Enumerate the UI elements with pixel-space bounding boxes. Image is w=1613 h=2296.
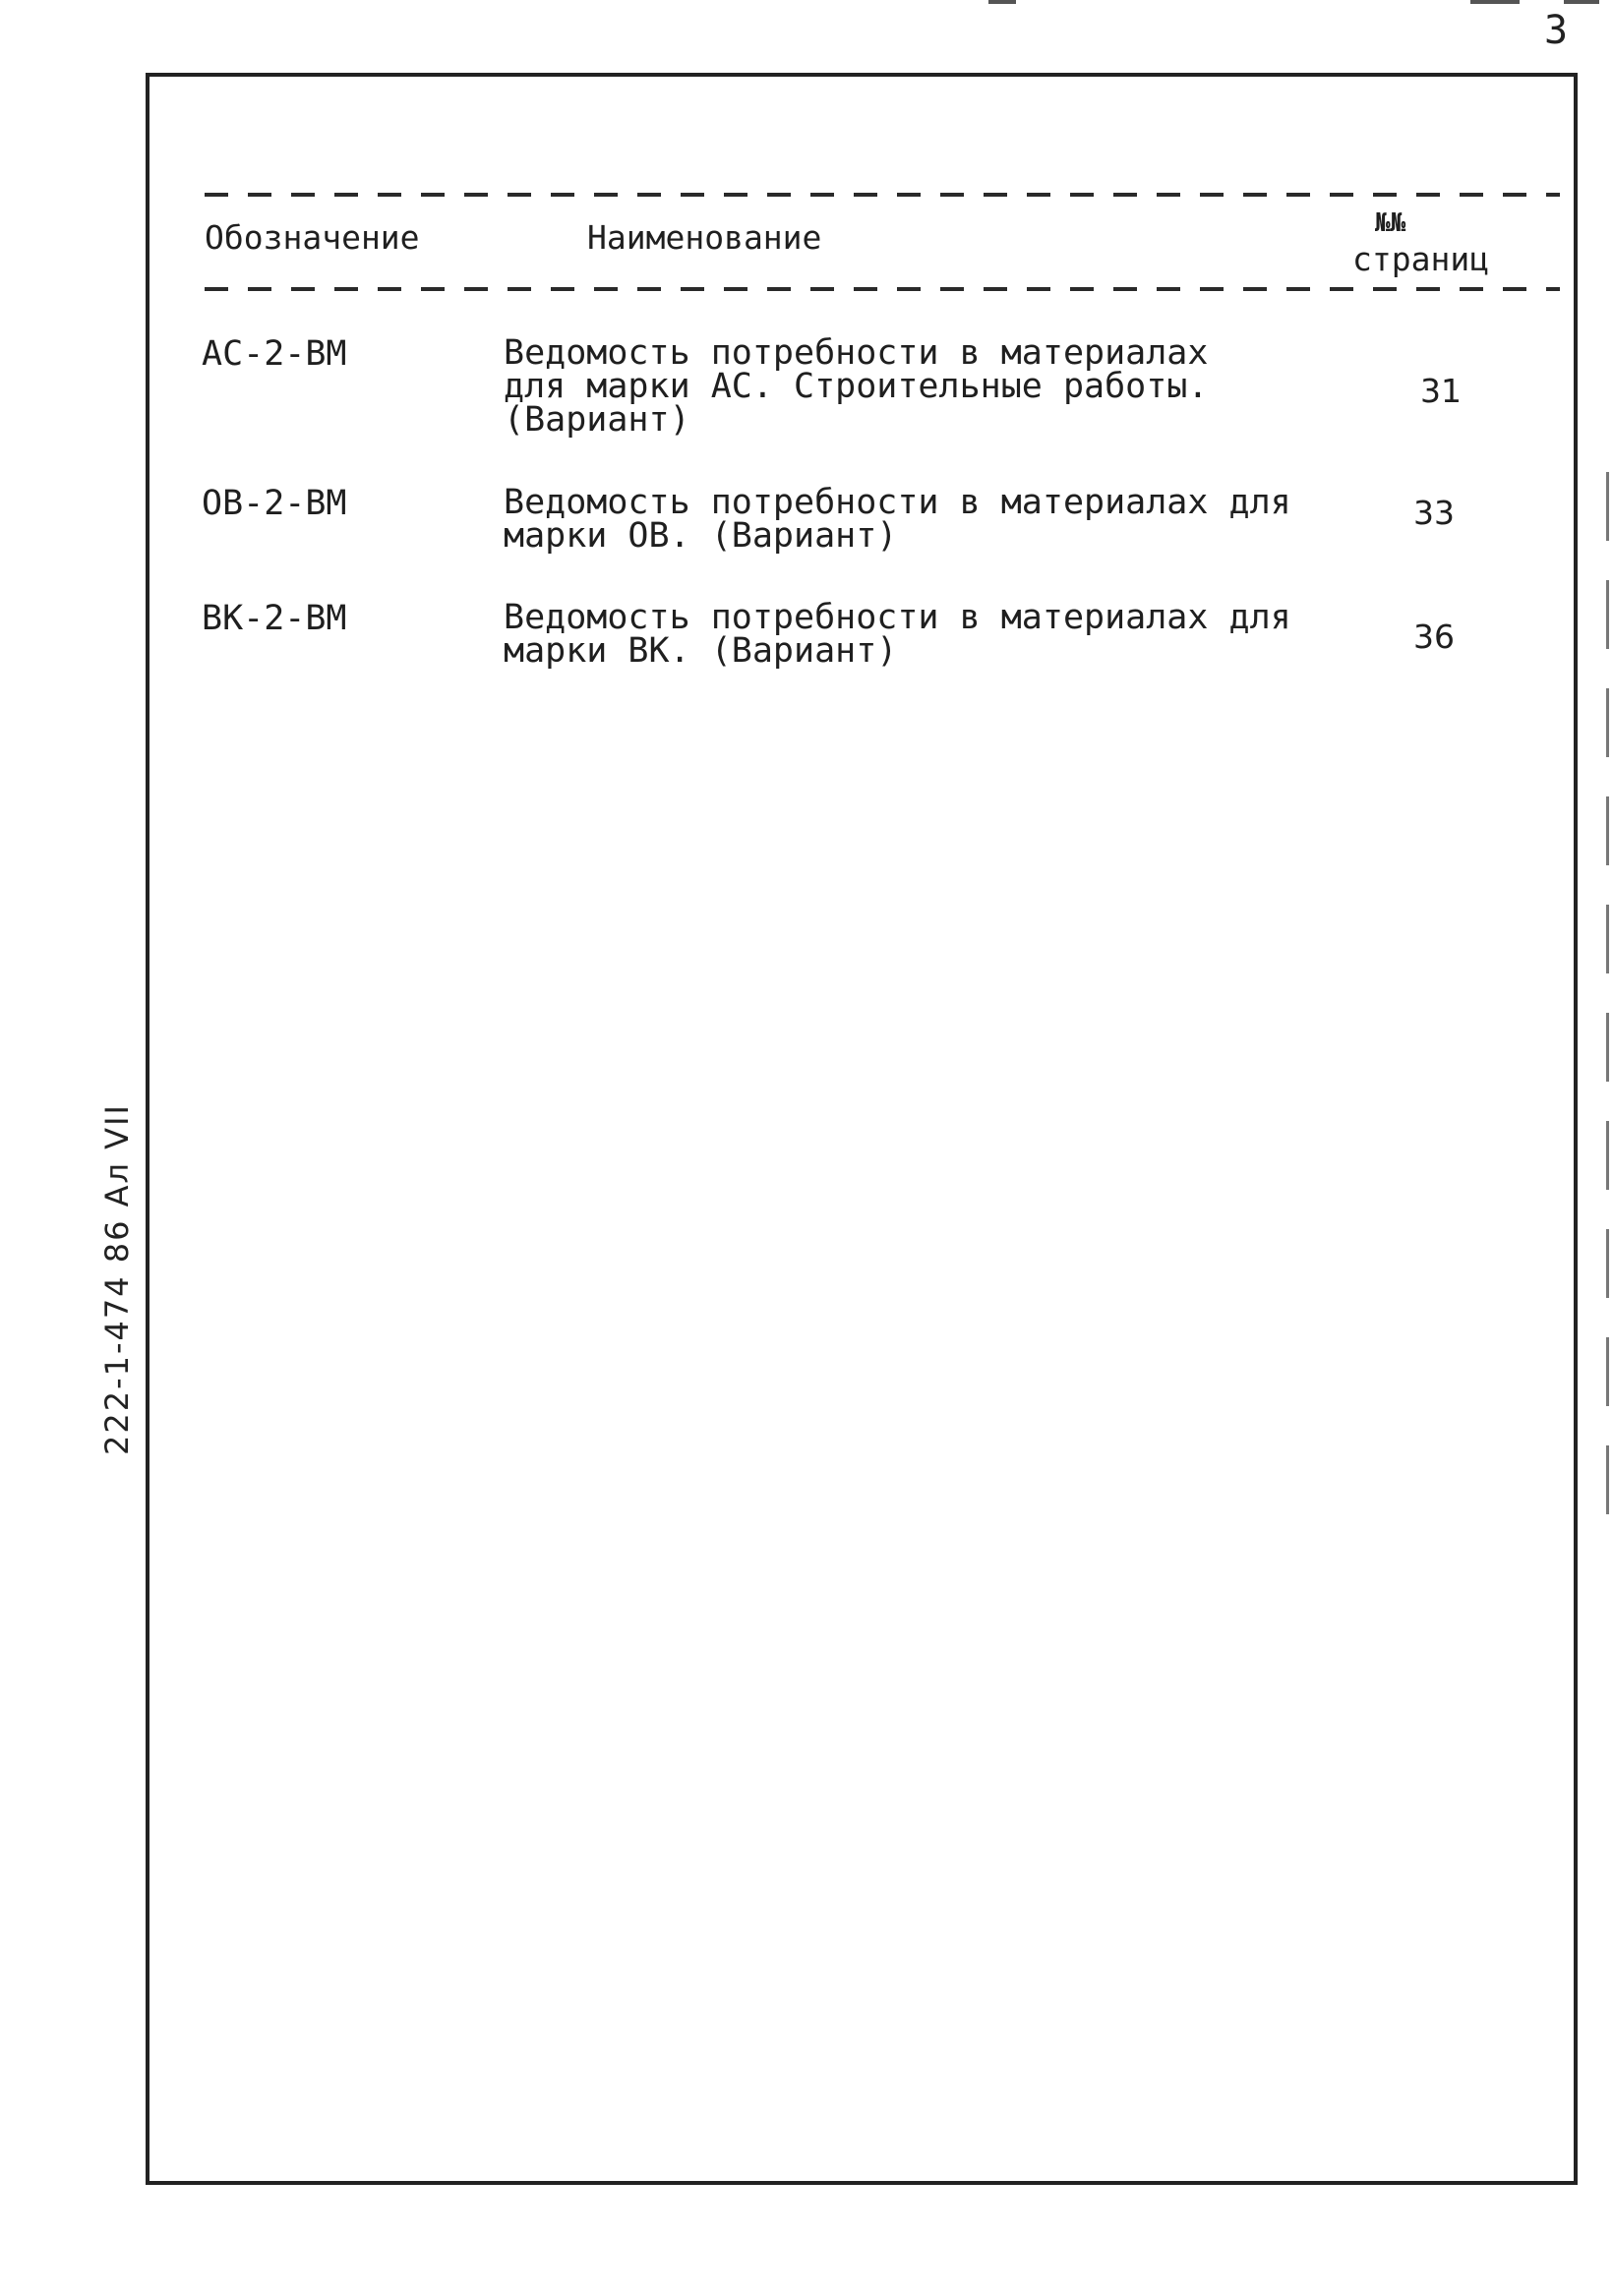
row-code: ВК-2-ВМ (202, 599, 347, 638)
top-edge-mark (1470, 0, 1520, 4)
row-code: ОВ-2-ВМ (202, 484, 347, 523)
header-name: Наименование (587, 218, 822, 257)
header-pages: страниц (1352, 240, 1490, 278)
row-name: Ведомость потребности в материалах для марки ОВ. (Вариант) (504, 483, 1291, 556)
row-code: АС-2-ВМ (202, 334, 347, 374)
top-edge-mark (1564, 0, 1599, 4)
row-page: 36 (1413, 618, 1455, 656)
row-name: Ведомость потребности в материалах для марки АС. Строительные работы. (Вариант) (504, 333, 1209, 440)
side-stamp: 222-1-474 86 Ал VII (98, 1103, 136, 1455)
header-bottom-rule (205, 287, 1560, 291)
header-pages-number-sign: №№ (1375, 208, 1406, 238)
right-edge-scan-artifact (1606, 472, 1609, 1534)
top-edge-mark (988, 0, 1016, 4)
row-page: 31 (1420, 372, 1462, 410)
row-page: 33 (1413, 494, 1455, 532)
page-number: 3 (1544, 8, 1569, 53)
row-name: Ведомость потребности в материалах для марки ВК. (Вариант) (504, 598, 1291, 671)
header-code: Обозначение (205, 218, 420, 257)
header-top-rule (205, 193, 1560, 197)
